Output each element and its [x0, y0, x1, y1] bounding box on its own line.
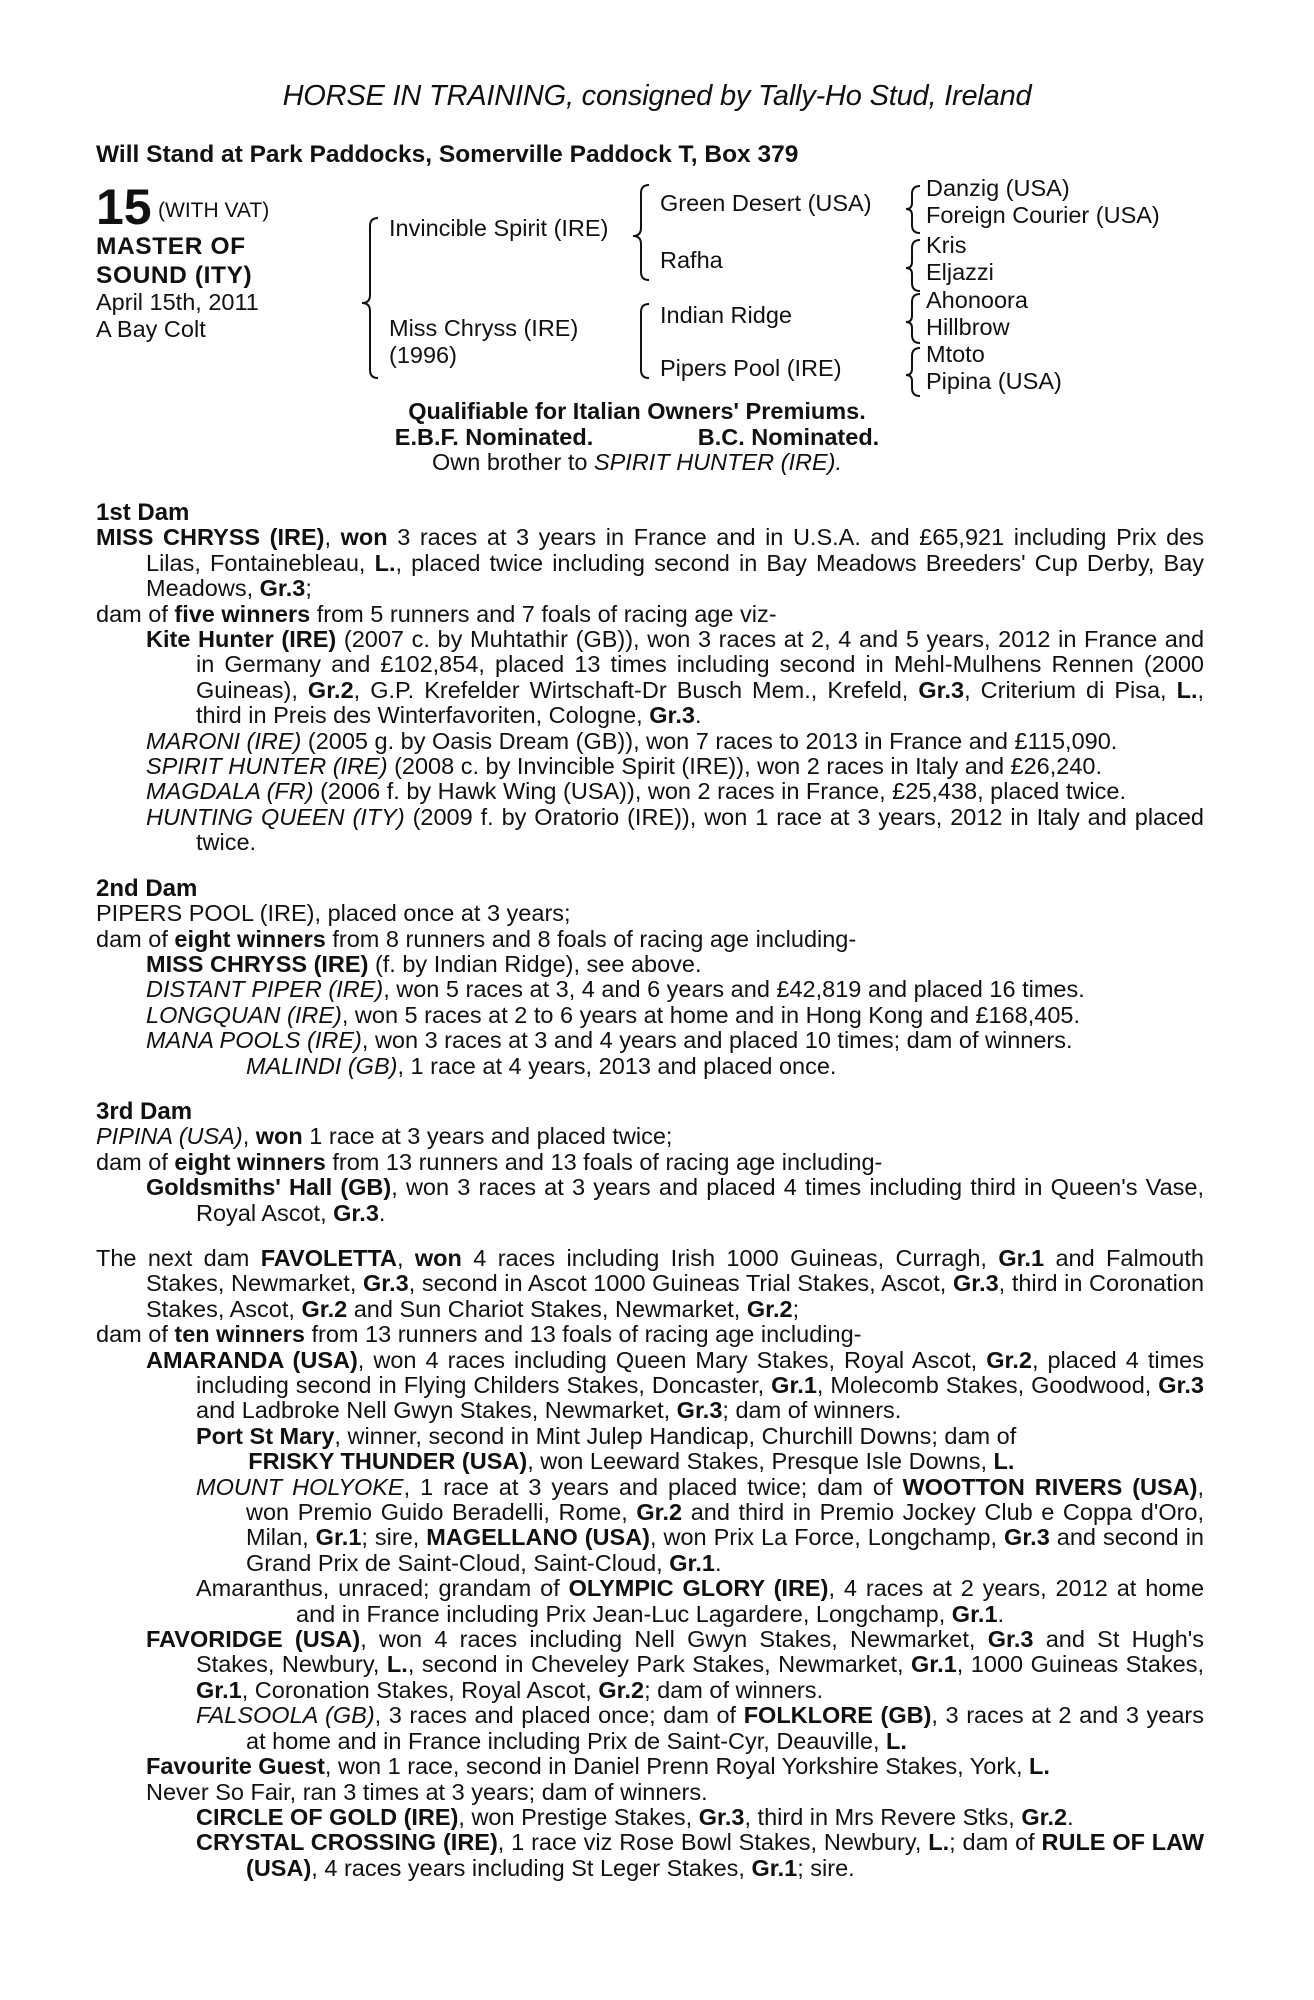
pedigree-dds: Mtoto — [926, 341, 985, 367]
first-dam-produce: dam of five winners from 5 runners and 7 foals of racing age viz- — [96, 600, 777, 627]
bracket-sd — [906, 240, 920, 291]
bracket-sire — [633, 185, 649, 280]
ebf-nominated: E.B.F. Nominated. — [394, 424, 594, 450]
produce-mount-holyoke: MOUNT HOLYOKE, 1 race at 3 years and placed twice; dam of WOOTTON RIVERS (USA), won Premio Guido Beradelli, Rome, Gr.2 and third in Premio Jockey Club e Coppa d'Oro, Milan, Gr.1; sire, MAGELLANO (USA), won Prix La Force, Longchamp, Gr.3 and second in Grand Prix de Saint-Cloud, Saint-Cloud, Gr.1. — [196, 1473, 1205, 1576]
own-brother-note: Own brother to SPIRIT HUNTER (IRE). — [431, 449, 843, 475]
produce-magdala: MAGDALA (FR) (2006 f. by Hawk Wing (USA)), won 2 races in France, £25,438, placed twice. — [146, 778, 1126, 805]
horse-description: A Bay Colt — [96, 316, 206, 342]
produce-circle-of-gold: CIRCLE OF GOLD (IRE), won Prestige Stakes, Gr.3, third in Mrs Revere Stks, Gr.2. — [196, 1803, 1074, 1830]
nomination-notes — [0, 424, 1314, 450]
lot-number: 15 — [96, 179, 152, 235]
pedigree-ddd: Pipina (USA) — [926, 368, 1062, 394]
produce-malindi: MALINDI (GB), 1 race at 4 years, 2013 and placed once. — [246, 1052, 837, 1079]
produce-frisky-thunder: FRISKY THUNDER (USA), won Leeward Stakes, Presque Isle Downs, L. — [248, 1448, 1015, 1475]
produce-port-st-mary: Port St Mary, winner, second in Mint Julep Handicap, Churchill Downs; dam of — [196, 1422, 1017, 1449]
third-dam-entry: PIPINA (USA), won 1 race at 3 years and placed twice; — [96, 1123, 673, 1150]
second-dam-entry: PIPERS POOL (IRE), placed once at 3 years; — [96, 900, 571, 927]
first-dam-entry: MISS CHRYSS (IRE), won 3 races at 3 years in France and in U.S.A. and £65,921 including Prix des Lilas, Fontainebleau, L., placed twice including second in Bay Meadows Breeders' Cup Derby, Bay Meadows, Gr.3; — [96, 524, 1205, 602]
horse-name-line2: SOUND (ITY) — [96, 262, 253, 289]
pedigree-sire-sire: Green Desert (USA) — [660, 190, 872, 216]
bracket-ss — [906, 186, 920, 233]
stand-location: Will Stand at Park Paddocks, Somerville Paddock T, Box 379 — [96, 141, 799, 168]
pedigree-dam-sire: Indian Ridge — [660, 302, 792, 328]
pedigree-body — [96, 500, 1204, 1881]
vat-note: (WITH VAT) — [158, 199, 270, 222]
produce-longquan: LONGQUAN (IRE), won 5 races at 2 to 6 years at home and in Hong Kong and £168,405. — [146, 1001, 1080, 1028]
bc-nominated: B.C. Nominated. — [697, 424, 880, 450]
produce-never-so-fair: Never So Fair, ran 3 times at 3 years; dam of winners. — [146, 1778, 708, 1805]
first-dam-heading: 1st Dam — [96, 499, 190, 526]
pedigree-dam-year: (1996) — [389, 342, 457, 368]
produce-kite-hunter: Kite Hunter (IRE) (2007 c. by Muhtathir (GB)), won 3 races at 2, 4 and 5 years, 2012 in France and in Germany and £102,854, placed 13 times including second in Mehl-Mulhens Rennen (2000 Guineas), Gr.2, G.P. Krefelder Wirtschaft-Dr Busch Mem., Krefeld, Gr.3, Criterium di Pisa, L., third in Preis des Winterfavoriten, Cologne, Gr.3. — [146, 626, 1205, 729]
third-dam-heading: 3rd Dam — [96, 1097, 193, 1125]
produce-goldsmiths-hall: Goldsmiths' Hall (GB), won 3 races at 3 years and placed 4 times including third in Queen's Vase, Royal Ascot, Gr.3. — [146, 1174, 1204, 1226]
produce-favourite-guest: Favourite Guest, won 1 race, second in Daniel Prenn Royal Yorkshire Stakes, York, L. — [146, 1753, 1050, 1780]
pedigree-sds: Kris — [926, 232, 967, 258]
pedigree-sire: Invincible Spirit (IRE) — [389, 215, 609, 241]
pedigree-sire-dam: Rafha — [660, 247, 723, 273]
bracket-main — [362, 218, 378, 378]
premium-note: Qualifiable for Italian Owners' Premiums. — [408, 398, 866, 424]
produce-amaranda: AMARANDA (USA), won 4 races including Queen Mary Stakes, Royal Ascot, Gr.2, placed 4 times including second in Flying Childers Stakes, Doncaster, Gr.1, Molecomb Stakes, Goodwood, Gr.3 and Ladbroke Nell Gwyn Stakes, Newmarket, Gr.3; dam of winners. — [146, 1346, 1204, 1424]
produce-crystal-crossing: CRYSTAL CROSSING (IRE), 1 race viz Rose Bowl Stakes, Newbury, L.; dam of RULE OF LAW (USA), 4 races years including St Leger Stakes, Gr.1; sire. — [196, 1829, 1205, 1881]
bracket-ds — [906, 294, 920, 343]
pedigree-dsd: Hillbrow — [926, 314, 1010, 340]
second-dam-heading: 2nd Dam — [96, 874, 198, 902]
produce-miss-chryss: MISS CHRYSS (IRE) (f. by Indian Ridge), see above. — [146, 950, 702, 977]
produce-mana-pools: MANA POOLS (IRE), won 3 races at 3 and 4 years and placed 10 times; dam of winners. — [146, 1027, 1073, 1054]
bracket-dd — [906, 348, 920, 396]
produce-amaranthus: Amaranthus, unraced; grandam of OLYMPIC GLORY (IRE), 4 races at 2 years, 2012 at home and in France including Prix Jean-Luc Lagardere, Longchamp, Gr.1. — [196, 1575, 1205, 1627]
pedigree-dam-dam: Pipers Pool (IRE) — [660, 355, 842, 381]
produce-favoridge: FAVORIDGE (USA), won 4 races including Nell Gwyn Stakes, Newmarket, Gr.3 and St Hugh's Stakes, Newbury, L., second in Cheveley Park Stakes, Newmarket, Gr.1, 1000 Guineas Stakes, Gr.1, Coronation Stakes, Royal Ascot, Gr.2; dam of winners. — [146, 1626, 1205, 1703]
produce-falsoola: FALSOOLA (GB), 3 races and placed once; dam of FOLKLORE (GB), 3 races at 2 and 3 years at home and in France including Prix de Saint-Cyr, Deauville, L. — [196, 1702, 1205, 1754]
horse-name-line1: MASTER OF — [96, 233, 246, 260]
second-dam-produce: dam of eight winners from 8 runners and 8 foals of racing age including- — [96, 925, 857, 952]
third-dam-produce: dam of eight winners from 13 runners and 13 foals of racing age including- — [96, 1148, 883, 1175]
produce-spirit-hunter: SPIRIT HUNTER (IRE) (2008 c. by Invincible Spirit (IRE)), won 2 races in Italy and £26,240. — [146, 753, 1103, 780]
pedigree-sdd: Eljazzi — [926, 259, 994, 285]
bracket-dam — [641, 304, 649, 378]
pedigree-ssd: Foreign Courier (USA) — [926, 202, 1160, 228]
foaling-date: April 15th, 2011 — [96, 289, 259, 315]
pedigree-dss: Ahonoora — [926, 287, 1028, 313]
produce-maroni: MARONI (IRE) (2005 g. by Oasis Dream (GB)), won 7 races to 2013 in France and £115,090. — [146, 727, 1118, 754]
page-title: HORSE IN TRAINING, consigned by Tally-Ho Stud, Ireland — [282, 80, 1032, 112]
pedigree-dam: Miss Chryss (IRE) — [389, 315, 579, 341]
next-dam-entry: The next dam FAVOLETTA, won 4 races including Irish 1000 Guineas, Curragh, Gr.1 and Falmouth Stakes, Newmarket, Gr.3, second in Ascot 1000 Guineas Trial Stakes, Ascot, Gr.3, third in Coronation Stakes, Ascot, Gr.2 and Sun Chariot Stakes, Newmarket, Gr.2; — [96, 1244, 1205, 1322]
produce-hunting-queen: HUNTING QUEEN (ITY) (2009 f. by Oratorio (IRE)), won 1 race at 3 years, 2012 in Italy and placed twice. — [146, 803, 1205, 856]
produce-distant-piper: DISTANT PIPER (IRE), won 5 races at 3, 4 and 6 years and £42,819 and placed 16 times. — [146, 976, 1085, 1003]
pedigree-sss: Danzig (USA) — [926, 175, 1070, 201]
next-dam-produce: dam of ten winners from 13 runners and 13 foals of racing age including- — [96, 1321, 862, 1348]
